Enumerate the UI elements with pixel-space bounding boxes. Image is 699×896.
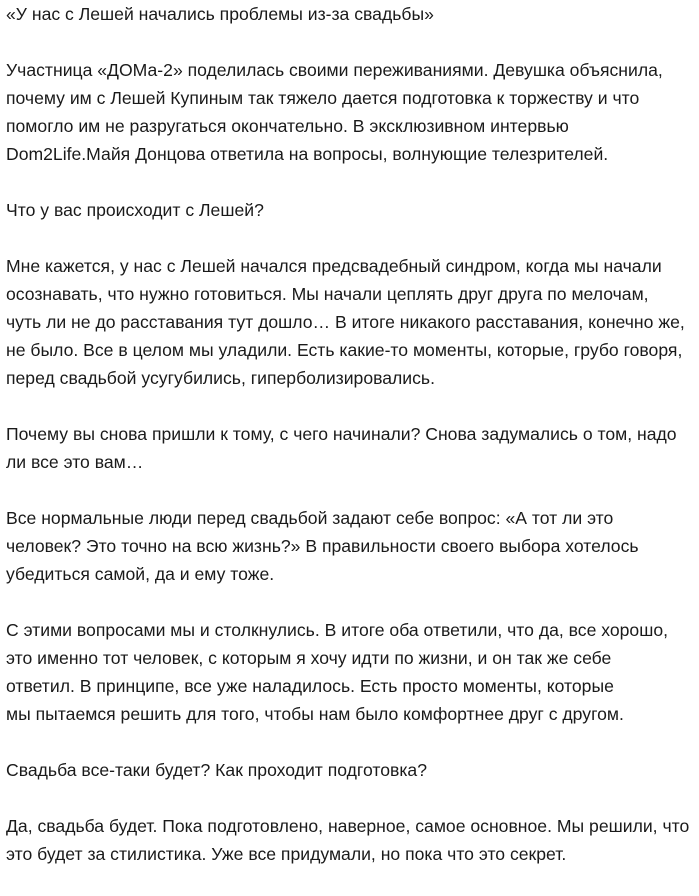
text-line: Что у вас происходит с Лешей?	[6, 200, 264, 220]
answer-2-continued	[6, 616, 694, 728]
text-line: С этими вопросами мы и столкнулись. В итоге оба ответили, что да, все хорошо,	[6, 620, 669, 640]
question-2	[6, 420, 694, 476]
text-line: Все нормальные люди перед свадьбой задают себе вопрос: «А тот ли это	[6, 508, 614, 528]
text-line: ли все это вам…	[6, 452, 144, 472]
title-line: «У нас с Лешей начались проблемы из-за свадьбы»	[6, 4, 434, 24]
text-line: Мне кажется, у нас с Лешей начался предсвадебный синдром, когда мы начали	[6, 256, 662, 276]
text-line: помогло им не разругаться окончательно. В эксклюзивном интервью	[6, 116, 569, 136]
text-line: Почему вы снова пришли к тому, с чего начинали? Снова задумались о том, надо	[6, 424, 677, 444]
question-1	[6, 196, 694, 224]
text-line: это будет за стилистика. Уже все придумали, но пока что это секрет.	[6, 844, 567, 864]
text-line: Да, свадьба будет. Пока подготовлено, наверное, самое основное. Мы решили, что	[6, 816, 690, 836]
text-line: ответил. В принципе, все уже наладилось. Есть просто моменты, которые	[6, 676, 614, 696]
text-line: Свадьба все-таки будет? Как проходит подготовка?	[6, 760, 427, 780]
text-line: осознавать, что нужно готовиться. Мы начали цеплять друг друга по мелочам,	[6, 284, 649, 304]
text-line: убедиться самой, да и ему тоже.	[6, 564, 275, 584]
answer-1	[6, 252, 694, 392]
intro-paragraph	[6, 56, 694, 168]
text-line: Участница «ДОМа-2» поделилась своими переживаниями. Девушка объяснила,	[6, 60, 663, 80]
article	[6, 0, 694, 896]
text-line: человек? Это точно на всю жизнь?» В правильности своего выбора хотелось	[6, 536, 639, 556]
text-line: не было. Все в целом мы уладили. Есть какие-то моменты, которые, грубо говоря,	[6, 340, 683, 360]
text-line: чуть ли не до расставания тут дошло… В итоге никакого расставания, конечно же,	[6, 312, 685, 332]
text-line: перед свадьбой усугубились, гиперболизировались.	[6, 368, 435, 388]
text-line: это именно тот человек, с которым я хочу идти по жизни, и он так же себе	[6, 648, 612, 668]
text-line: мы пытаемся решить для того, чтобы нам было комфортнее друг с другом.	[6, 704, 624, 724]
question-3	[6, 756, 694, 784]
article-title	[6, 0, 694, 28]
text-line: почему им с Лешей Купиным так тяжело дается подготовка к торжеству и что	[6, 88, 640, 108]
answer-3	[6, 812, 694, 868]
answer-2	[6, 504, 694, 588]
text-line: Dom2Life.Майя Донцова ответила на вопросы, волнующие телезрителей.	[6, 144, 609, 164]
